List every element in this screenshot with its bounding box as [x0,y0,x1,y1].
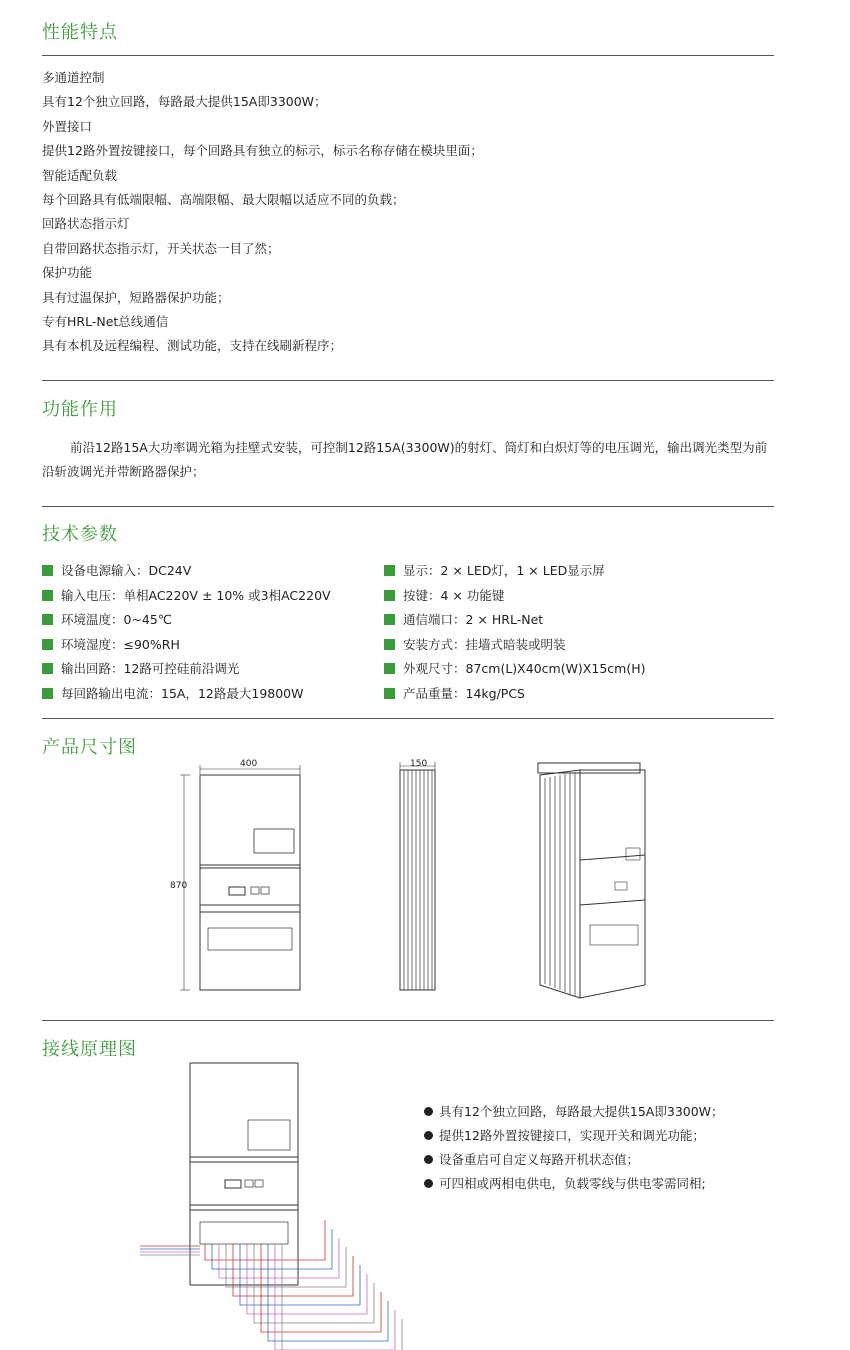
wire-line [205,1220,325,1260]
features-title: 性能特点 [42,22,118,43]
spec-text: 安装方式：挂墙式暗装或明装 [403,636,566,652]
front-view-drawing [180,765,300,990]
feature-line: 回路状态指示灯 [42,216,130,232]
feature-line: 每个回路具有低端限幅、高端限幅、最大限幅以适应不同的负载； [42,191,405,207]
feature-line: 外置接口 [42,118,93,134]
spec-text: 输入电压：单相AC220V ± 10% 或3相AC220V [61,587,331,603]
wire-line [226,1244,346,1287]
spec-text: 环境温度：0~45℃ [61,612,172,628]
side-view-drawing [400,762,435,990]
wiring-title: 接线原理图 [42,1039,137,1060]
bullet-text: 可四相或两相电供电，负载零线与供电零需同相; [439,1176,706,1191]
function-title: 功能作用 [42,399,118,420]
spec-text: 外观尺寸：87cm(L)X40cm(W)X15cm(H) [403,661,646,677]
spec-text: 按键：4 × 功能键 [403,587,505,603]
wire-line [254,1244,374,1323]
feature-line: 具有过温保护，短路器保护功能； [42,289,230,305]
depth-dimension-label: 150 [410,759,428,769]
wire-line [261,1244,381,1332]
spec-text: 每回路输出电流：15A，12路最大19800W [61,686,304,701]
feature-line: 多通道控制 [42,70,105,85]
specs-title: 技术参数 [42,524,118,545]
dimensions-title: 产品尺寸图 [42,737,137,758]
width-dimension-label: 400 [240,759,258,769]
spec-text: 环境湿度：≤90%RH [61,636,180,652]
spec-text: 显示：2 × LED灯，1 × LED显示屏 [403,563,605,578]
feature-line: 智能适配负载 [42,167,118,183]
feature-line: 提供12路外置按键接口，每个回路具有独立的标示，标示名称存储在模块里面； [42,143,483,159]
feature-line: 具有本机及远程编程、测试功能，支持在线刷新程序； [42,338,343,354]
spec-text: 设备电源输入：DC24V [61,563,192,578]
feature-line: 保护功能 [42,265,93,281]
wire-line [233,1244,353,1296]
bullet-text: 提供12路外置按键接口，实现开关和调光功能； [439,1128,705,1143]
perspective-view-drawing [538,763,645,998]
wire-line [212,1229,332,1269]
bullet-text: 具有12个独立回路，每路最大提供15A即3300W； [439,1104,724,1119]
wire-line [247,1244,367,1314]
spec-text: 产品重量：14kg/PCS [403,686,525,701]
height-dimension-label: 870 [170,881,188,891]
wire-line [268,1244,388,1341]
feature-line: 专有HRL-Net总线通信 [42,313,169,329]
feature-line: 自带回路状态指示灯，开关状态一目了然； [42,240,280,256]
spec-text: 输出回路：12路可控硅前沿调光 [61,661,240,677]
feature-line: 具有12个独立回路，每路最大提供15A即3300W； [42,94,327,110]
function-text: 前沿12路15A大功率调光箱为挂壁式安装，可控制12路15A(3300W)的射灯、筒灯和白炽灯等的电压调光，输出调光类型为前沿斩波调光并带断路器保护； [42,440,768,479]
bullet-text: 设备重启可自定义每路开机状态值； [439,1152,640,1167]
spec-text: 通信端口：2 × HRL-Net [403,612,544,628]
